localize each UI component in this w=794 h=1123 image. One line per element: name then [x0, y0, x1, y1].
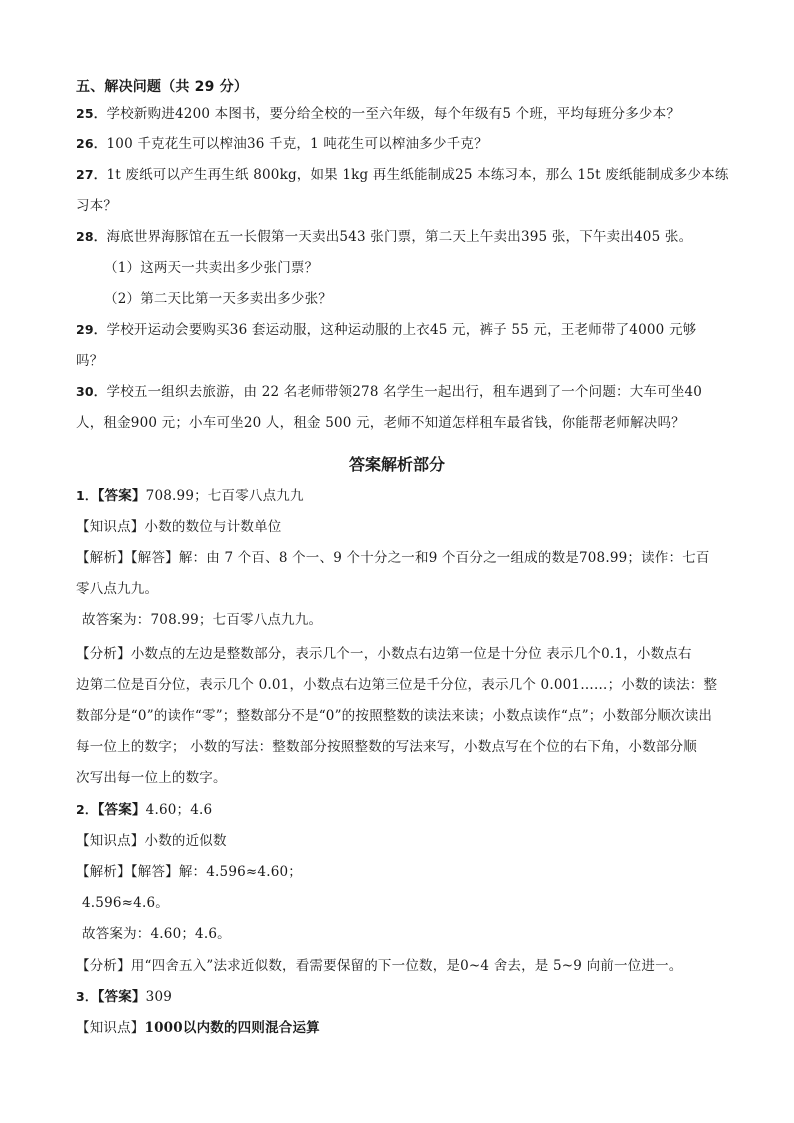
knowledge-text: 小数的数位与计数单位	[144, 519, 282, 535]
question-29	[76, 320, 696, 340]
explanation-tag: 【分析】	[76, 646, 131, 662]
knowledge-tag: 【知识点】	[76, 519, 145, 535]
analysis-1-cont: 零八点九九。	[76, 581, 159, 597]
explanation-1	[76, 644, 692, 664]
question-text: 1t 废纸可以产生再生纸 800kg，如果 1kg 再生纸能制成25 本练习本，那么 15t 废纸能制成多少本练	[106, 167, 729, 183]
question-25	[76, 104, 680, 124]
question-28	[76, 227, 692, 247]
knowledge-point-1	[76, 517, 282, 537]
analysis-1	[76, 548, 710, 568]
explanation-1-line5: 次写出每一位上的数字。	[76, 770, 227, 786]
answer-text: 309	[145, 989, 173, 1005]
question-26	[76, 134, 488, 154]
knowledge-tag: 【知识点】	[76, 833, 145, 849]
question-number: 27．	[76, 167, 107, 182]
explanation-tag: 【分析】	[76, 958, 131, 974]
question-text: 海底世界海豚馆在五一长假第一天卖出543 张门票，第二天上午卖出395 张，下午卖出405 张。	[106, 229, 693, 245]
analysis-tag: 【解析】【解答】	[76, 864, 179, 880]
answer-text: 708.99；七百零八点九九	[145, 488, 304, 504]
answer-1	[76, 486, 304, 506]
question-27	[76, 165, 729, 185]
question-30	[76, 382, 702, 402]
question-30-cont: 人，租金900 元；小车可坐20 人，租金 500 元，老师不知道怎样租车最省钱，你能帮老师解决吗？	[76, 415, 685, 431]
analysis-tag: 【解析】【解答】	[76, 550, 179, 566]
analysis-text: 解：4.596≈4.60；	[178, 864, 302, 880]
question-number: 29．	[76, 322, 107, 337]
analysis-2	[76, 862, 302, 882]
sub-question-1: （1）这两天一共卖出多少张门票？	[104, 260, 319, 276]
answer-tag: 【答案】	[97, 488, 146, 504]
answer-number: 2．	[76, 802, 98, 817]
analysis-2-cont: 4.596≈4.6。	[82, 895, 169, 911]
final-answer-1: 故答案为：708.99；七百零八点九九。	[82, 612, 323, 628]
explanation-2	[76, 956, 682, 976]
question-text: 100 千克花生可以榨油36 千克，1 吨花生可以榨油多少千克？	[106, 136, 488, 152]
knowledge-point-3	[76, 1018, 320, 1038]
analysis-text: 解：由 7 个百、8 个一、9 个十分之一和9 个百分之一组成的数是708.99；读作：七百	[178, 550, 710, 566]
answer-text: 4.60；4.6	[145, 802, 213, 818]
explanation-text: 用“四舍五入”法求近似数，看需要保留的下一位数，是0~4 舍去，是 5~9 向前一位进一。	[130, 958, 683, 974]
question-text: 学校开运动会要购买36 套运动服，这种运动服的上衣45 元，裤子 55 元，王老师带了4000 元够	[106, 322, 697, 338]
sub-question-2: （2）第二天比第一天多卖出多少张？	[104, 291, 332, 307]
answer-3	[76, 987, 172, 1007]
explanation-1-line4: 每一位上的数字； 小数的写法：整数部分按照整数的写法来写，小数点写在个位的右下角，小数部分顺	[76, 739, 697, 755]
knowledge-point-2	[76, 831, 227, 851]
question-number: 25．	[76, 106, 107, 121]
knowledge-tag: 【知识点】	[76, 1020, 145, 1036]
question-text: 学校新购进4200 本图书，要分给全校的一至六年级，每个年级有5 个班，平均每班分多少本？	[106, 106, 681, 122]
question-27-cont: 习本？	[76, 198, 118, 214]
answer-tag: 【答案】	[97, 802, 146, 818]
final-answer-2: 故答案为：4.60；4.6。	[82, 926, 231, 942]
section-title: 五、解决问题（共 29 分）	[76, 79, 249, 95]
question-number: 30．	[76, 384, 107, 399]
question-number: 28．	[76, 229, 107, 244]
question-29-cont: 吗？	[76, 353, 104, 369]
answer-number: 3．	[76, 989, 98, 1004]
question-number: 26．	[76, 136, 107, 151]
knowledge-text: 小数的近似数	[144, 833, 227, 849]
answer-2	[76, 800, 212, 820]
answer-number: 1．	[76, 488, 98, 503]
answer-section-title: 答案解析部分	[348, 455, 445, 474]
knowledge-text: 1000以内数的四则混合运算	[144, 1020, 320, 1036]
explanation-text: 小数点的左边是整数部分，表示几个一，小数点右边第一位是十分位 表示几个0.1，小数点右	[130, 646, 692, 662]
question-text: 学校五一组织去旅游，由 22 名老师带领278 名学生一起出行，租车遇到了一个问题：大车可坐40	[106, 384, 703, 400]
answer-tag: 【答案】	[97, 989, 146, 1005]
explanation-1-line2: 边第二位是百分位，表示几个 0.01，小数点右边第三位是千分位，表示几个 0.001……；小数的读法：整	[76, 677, 718, 693]
explanation-1-line3: 数部分是“0”的读作“零”；整数部分不是“0”的按照整数的读法来读；小数点读作“点”；小数部分顺次读出	[76, 708, 713, 724]
